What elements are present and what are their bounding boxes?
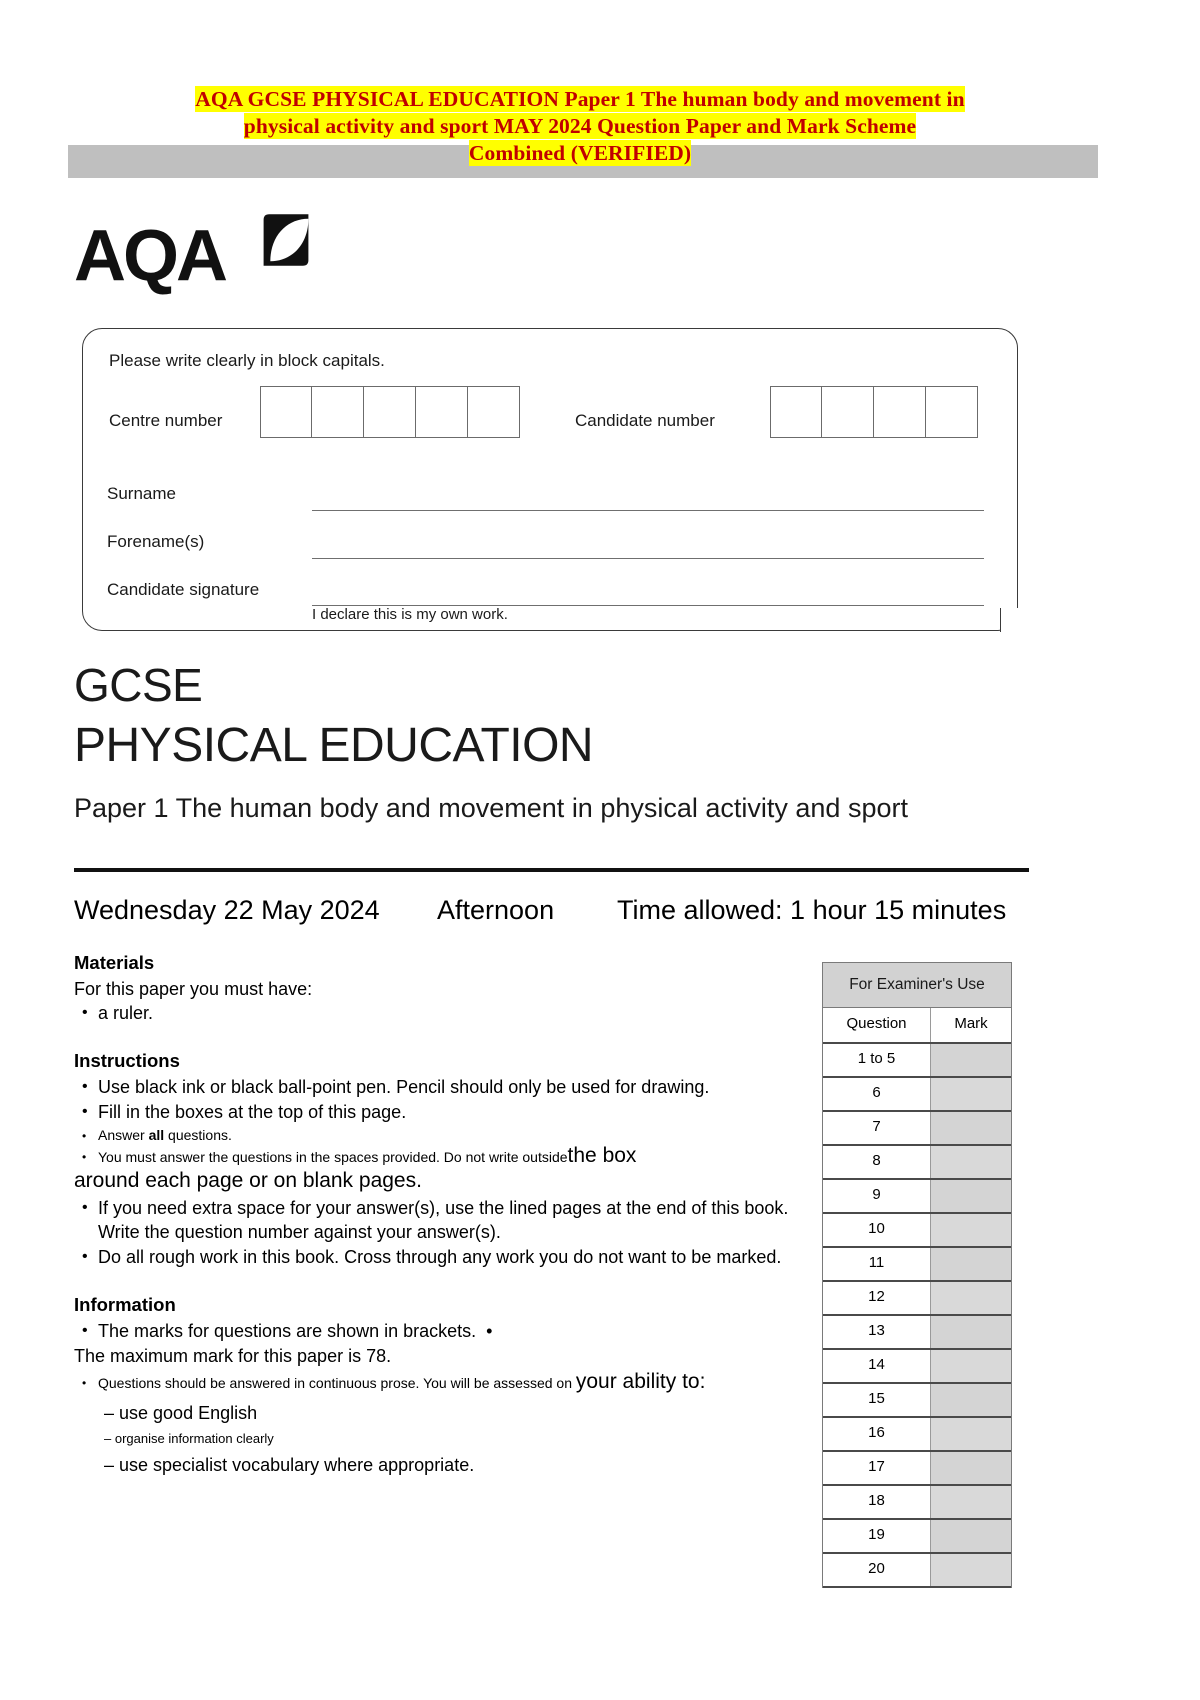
question-number-cell: 6 [823,1078,931,1110]
mark-cell[interactable] [931,1486,1011,1518]
table-row [823,1350,1011,1384]
header-title-line-1: AQA GCSE PHYSICAL EDUCATION Paper 1 The human body and movement in [195,87,965,111]
exam-session: Afternoon [437,895,555,925]
question-number-cell: 13 [823,1316,931,1348]
table-row [823,1180,1011,1214]
examiner-use-table [822,962,1012,1588]
declaration-text: I declare this is my own work. [312,606,508,623]
mark-cell[interactable] [931,1214,1011,1246]
ability-emphasis: your ability to: [575,1370,706,1393]
mark-cell[interactable] [931,1520,1011,1552]
question-number-cell: 16 [823,1418,931,1450]
centre-number-cell[interactable] [468,386,520,438]
question-number-cell: 14 [823,1350,931,1382]
examiner-table-body [823,1044,1011,1588]
question-number-cell: 17 [823,1452,931,1484]
candidate-signature-label: Candidate signature [107,580,260,599]
table-row [823,1248,1011,1282]
candidate-number-input[interactable] [770,386,978,438]
list-item-continuous-prose: • Questions should be answered in continuous prose. You will be assessed on your ability to: [74,1372,804,1393]
list-item-answer-all: • Answer all questions. [74,1125,804,1145]
instructions-heading: Instructions [74,1050,180,1071]
mark-cell[interactable] [931,1452,1011,1484]
header-title-text [110,86,1050,167]
table-row [823,1554,1011,1588]
mark-cell[interactable] [931,1316,1011,1348]
materials-intro: For this paper you must have: [74,979,313,999]
list-item-spaces-provided: • You must answer the questions in the spaces provided. Do not write outsidethe box [74,1146,804,1167]
examiner-table-title: For Examiner's Use [823,963,1011,1008]
materials-heading: Materials [74,952,155,973]
list-item: • Do all rough work in this book. Cross through any work you do not want to be marked. [74,1245,804,1269]
column-header-question: Question [823,1008,931,1042]
centre-number-input[interactable] [260,386,520,438]
candidate-number-cell[interactable] [926,386,978,438]
materials-list [74,1001,804,1025]
candidate-number-cell[interactable] [874,386,926,438]
header-title-line-2: physical activity and sport MAY 2024 Question Paper and Mark Scheme [243,114,917,138]
table-row [823,1044,1011,1078]
candidate-number-cell[interactable] [822,386,874,438]
question-number-cell: 19 [823,1520,931,1552]
table-row [823,1520,1011,1554]
mark-cell[interactable] [931,1248,1011,1280]
sub-item-specialist-vocabulary: – use specialist vocabulary where appropriate. [104,1455,475,1475]
sub-item-good-english: – use good English [104,1403,258,1423]
examiner-table-header-row [823,1008,1011,1044]
forenames-label: Forename(s) [107,532,205,551]
surname-field[interactable] [312,510,984,511]
question-number-cell: 12 [823,1282,931,1314]
candidate-number-label: Candidate number [575,411,715,430]
document-header-banner [0,0,1200,190]
list-item: • If you need extra space for your answer(s), use the lined pages at the end of this book. Write the question number against your answer(s). [74,1196,804,1244]
outside-box-emphasis: the box [567,1144,637,1167]
qualification-title: GCSE [74,659,203,711]
information-list-prose [74,1372,804,1393]
mark-cell[interactable] [931,1078,1011,1110]
mark-cell[interactable] [931,1350,1011,1382]
question-number-cell: 10 [823,1214,931,1246]
instructions-outside-box-line2: around each page or on blank pages. [74,1169,422,1192]
question-number-cell: 18 [823,1486,931,1518]
table-row [823,1486,1011,1520]
mark-cell[interactable] [931,1112,1011,1144]
exam-details-line [74,895,1024,933]
aqa-leaf-icon [258,212,314,268]
paper-title: Paper 1 The human body and movement in physical activity and sport [74,793,908,823]
exam-time-allowed: Time allowed: 1 hour 15 minutes [617,895,1007,925]
table-row [823,1146,1011,1180]
table-row [823,1112,1011,1146]
centre-number-cell[interactable] [260,386,312,438]
centre-number-label: Centre number [109,411,223,430]
table-row [823,1214,1011,1248]
aqa-wordmark-text: AQA [74,216,225,296]
instructions-list-continued [74,1196,804,1269]
question-number-cell: 15 [823,1384,931,1416]
exam-date: Wednesday 22 May 2024 [74,895,380,925]
table-row [823,1282,1011,1316]
question-number-cell: 9 [823,1180,931,1212]
question-number-cell: 8 [823,1146,931,1178]
information-heading: Information [74,1294,176,1315]
forenames-field[interactable] [312,558,984,559]
title-divider [74,868,1029,872]
question-number-cell: 11 [823,1248,931,1280]
list-item: • Use black ink or black ball-point pen. Pencil should only be used for drawing. [74,1075,804,1099]
mark-cell[interactable] [931,1180,1011,1212]
list-item: • a ruler. [74,1001,804,1025]
instructions-list [74,1075,804,1167]
header-title-line-3: Combined (VERIFIED) [468,141,692,165]
mark-cell[interactable] [931,1282,1011,1314]
table-row [823,1078,1011,1112]
mark-cell[interactable] [931,1146,1011,1178]
surname-label: Surname [107,484,176,503]
information-list [74,1319,804,1343]
centre-number-cell[interactable] [416,386,468,438]
candidate-details-box [82,328,1018,631]
table-row [823,1316,1011,1350]
question-number-cell: 20 [823,1554,931,1586]
max-mark-line: The maximum mark for this paper is 78. [74,1346,392,1366]
column-header-mark: Mark [931,1008,1011,1042]
table-row [823,1418,1011,1452]
mark-cell[interactable] [931,1384,1011,1416]
mark-cell[interactable] [931,1044,1011,1076]
list-item: • Fill in the boxes at the top of this page. [74,1100,804,1124]
question-number-cell: 7 [823,1112,931,1144]
aqa-logo [74,212,324,297]
subject-title: PHYSICAL EDUCATION [74,719,594,772]
sub-item-organise-information: – organise information clearly [104,1431,274,1446]
table-row [823,1452,1011,1486]
candidate-number-cell[interactable] [770,386,822,438]
table-row [823,1384,1011,1418]
instructions-column [74,952,804,1480]
mark-cell[interactable] [931,1554,1011,1586]
question-number-cell: 1 to 5 [823,1044,931,1076]
centre-number-cell[interactable] [312,386,364,438]
centre-number-cell[interactable] [364,386,416,438]
block-capitals-note: Please write clearly in block capitals. [109,351,385,370]
list-item-marks-brackets: • The marks for questions are shown in brackets. • [74,1319,804,1343]
mark-cell[interactable] [931,1418,1011,1450]
